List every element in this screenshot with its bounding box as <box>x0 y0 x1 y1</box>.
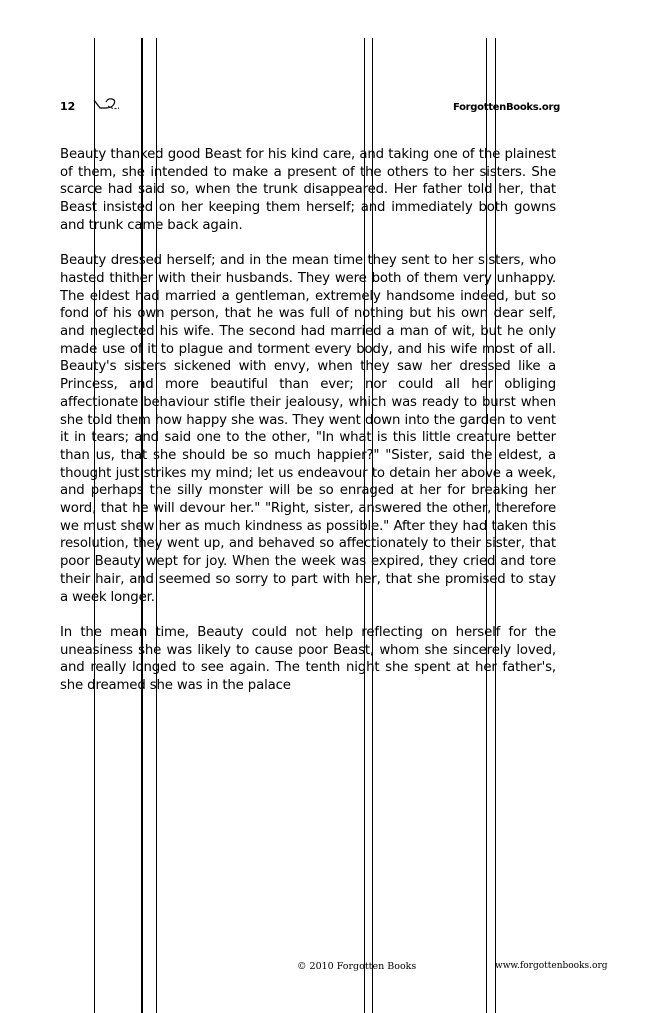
site-url: www.forgottenbooks.org <box>495 961 608 971</box>
paragraph: Beauty dressed herself; and in the mean time they sent to her sisters, who hasted thither with their husbands. They were both of them very unhappy. The eldest had married a gentleman, extremely handsome indeed, but so fond of his own person, that he was full of nothing but his own dear self, and neglected his wife. The second had married a man of wit, but he only made use of it to plague and torment every body, and his wife most of all. Beauty's sisters sickened with envy, when they saw her dressed like a Princess, and more beautiful than ever; nor could all her obliging affectionate behaviour stifle their jealousy, which was ready to burst when she told them how happy she was. They went down into the garden to vent it in tears; and said one to the other, "In what is this little creature better than us, that she should be so much happier?" "Sister, said the eldest, a thought just strikes my mind; let us endeavour to detain her above a week, and perhaps the silly monster will be so enraged at her for breaking her word, that he will devour her." "Right, sister, answered the other, therefore we must shew her as much kindness as possible." After they had taken this resolution, they went up, and behaved so affectionately to their sister, that poor Beauty wept for joy. When the week was expired, they cried and tore their hair, and seemed so sorry to part with her, that she promised to stay a week longer. <box>60 253 556 605</box>
pointing-hand-icon <box>92 96 122 116</box>
page-footer <box>0 961 665 975</box>
copyright-notice: © 2010 Forgotten Books <box>297 961 417 972</box>
page-header <box>60 100 560 118</box>
body-text <box>60 146 556 712</box>
page-number: 12 <box>60 100 76 113</box>
site-name: ForgottenBooks.org <box>452 102 560 113</box>
paragraph: Beauty thanked good Beast for his kind care, and taking one of the plainest of them, she intended to make a present of the others to her sisters. She scarce had said so, when the trunk disappeared. Her father told her, that Beast insisted on her keeping them herself; and immediately both gowns and trunk came back again. <box>60 147 556 233</box>
paragraph: In the mean time, Beauty could not help reflecting on herself for the uneasiness she was likely to cause poor Beast, whom she sincerely loved, and really longed to see again. The tenth night she spent at her father's, she dreamed she was in the palace <box>60 624 556 694</box>
